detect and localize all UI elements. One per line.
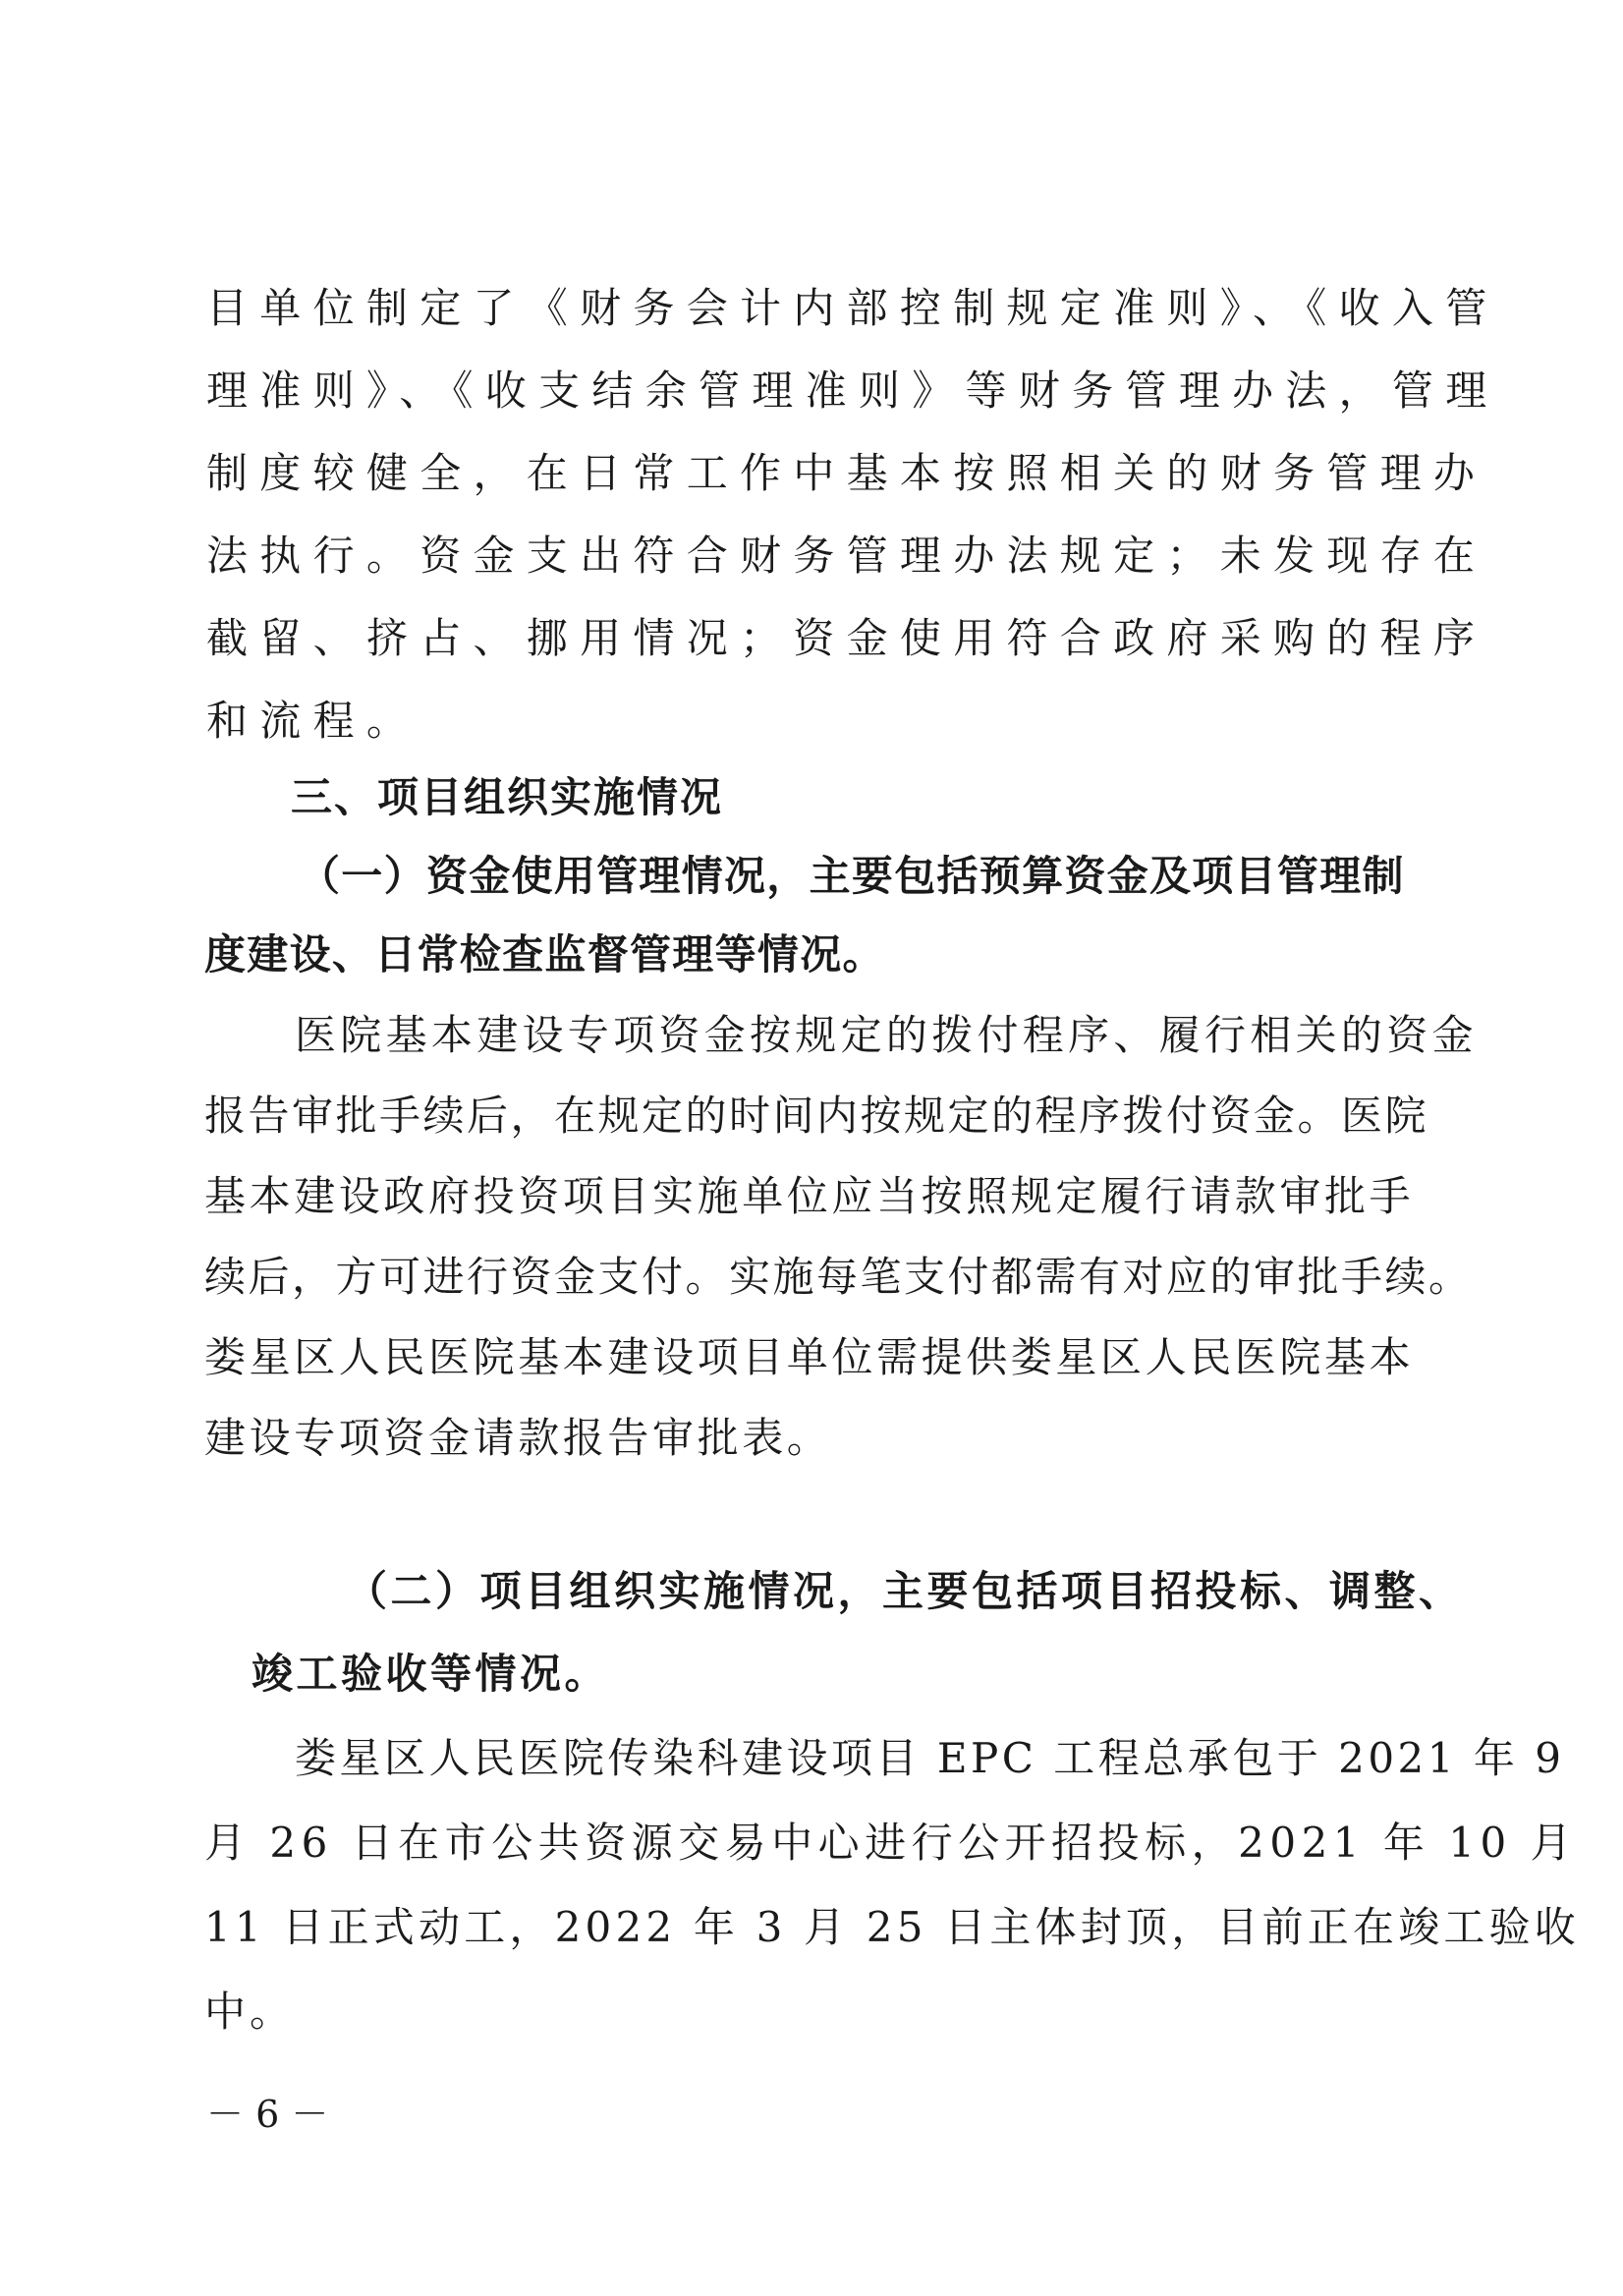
paragraph-2-line-1: 医院基本建设专项资金按规定的拨付程序、履行相关的资金 (295, 1011, 1478, 1059)
subheading-2-line-2: 竣工验收等情况。 (252, 1650, 610, 1698)
paragraph-2-line-3: 基本建设政府投资项目实施单位应当按照规定履行请款审批手 (204, 1172, 1415, 1220)
paragraph-1-line-2: 理准则》、《收支结余管理准则》等财务管理办法，管理 (206, 366, 1499, 415)
paragraph-1-line-1: 目单位制定了《财务会计内部控制规定准则》、《收入管 (206, 284, 1499, 332)
section-heading-3: 三、项目组织实施情况 (291, 773, 724, 821)
paragraph-3-line-2: 月 26 日在市公共资源交易中心进行公开招投标，2021 年 10 月 (204, 1819, 1578, 1867)
paragraph-2-line-5: 娄星区人民医院基本建设项目单位需提供娄星区人民医院基本 (204, 1333, 1415, 1381)
paragraph-3-line-4: 中。 (204, 1988, 296, 2036)
paragraph-2-line-2: 报告审批手续后，在规定的时间内按规定的程序拨付资金。医院 (204, 1092, 1429, 1140)
paragraph-2-line-4: 续后，方可进行资金支付。实施每笔支付都需有对应的审批手续。 (204, 1253, 1473, 1301)
paragraph-1-line-3: 制度较健全，在日常工作中基本按照相关的财务管理办 (206, 449, 1487, 497)
subheading-1-line-1: （一）资金使用管理情况，主要包括预算资金及项目管理制 (299, 852, 1405, 900)
paragraph-1-line-4: 法执行。资金支出符合财务管理办法规定；未发现存在 (206, 532, 1487, 580)
paragraph-2-line-6: 建设专项资金请款报告审批表。 (204, 1414, 832, 1462)
page-number: － 6 － (206, 2093, 329, 2136)
paragraph-3-line-1: 娄星区人民医院传染科建设项目 EPC 工程总承包于 2021 年 9 (295, 1734, 1565, 1782)
subheading-1-line-2: 度建设、日常检查监督管理等情况。 (204, 930, 885, 979)
subheading-2-line-1: （二）项目组织实施情况，主要包括项目招投标、调整、 (346, 1567, 1464, 1615)
paragraph-1-line-5: 截留、挤占、挪用情况；资金使用符合政府采购的程序 (206, 614, 1487, 662)
paragraph-1-line-6: 和流程。 (206, 697, 420, 745)
paragraph-3-line-3: 11 日正式动工，2022 年 3 月 25 日主体封顶，目前正在竣工验收 (204, 1903, 1580, 1951)
